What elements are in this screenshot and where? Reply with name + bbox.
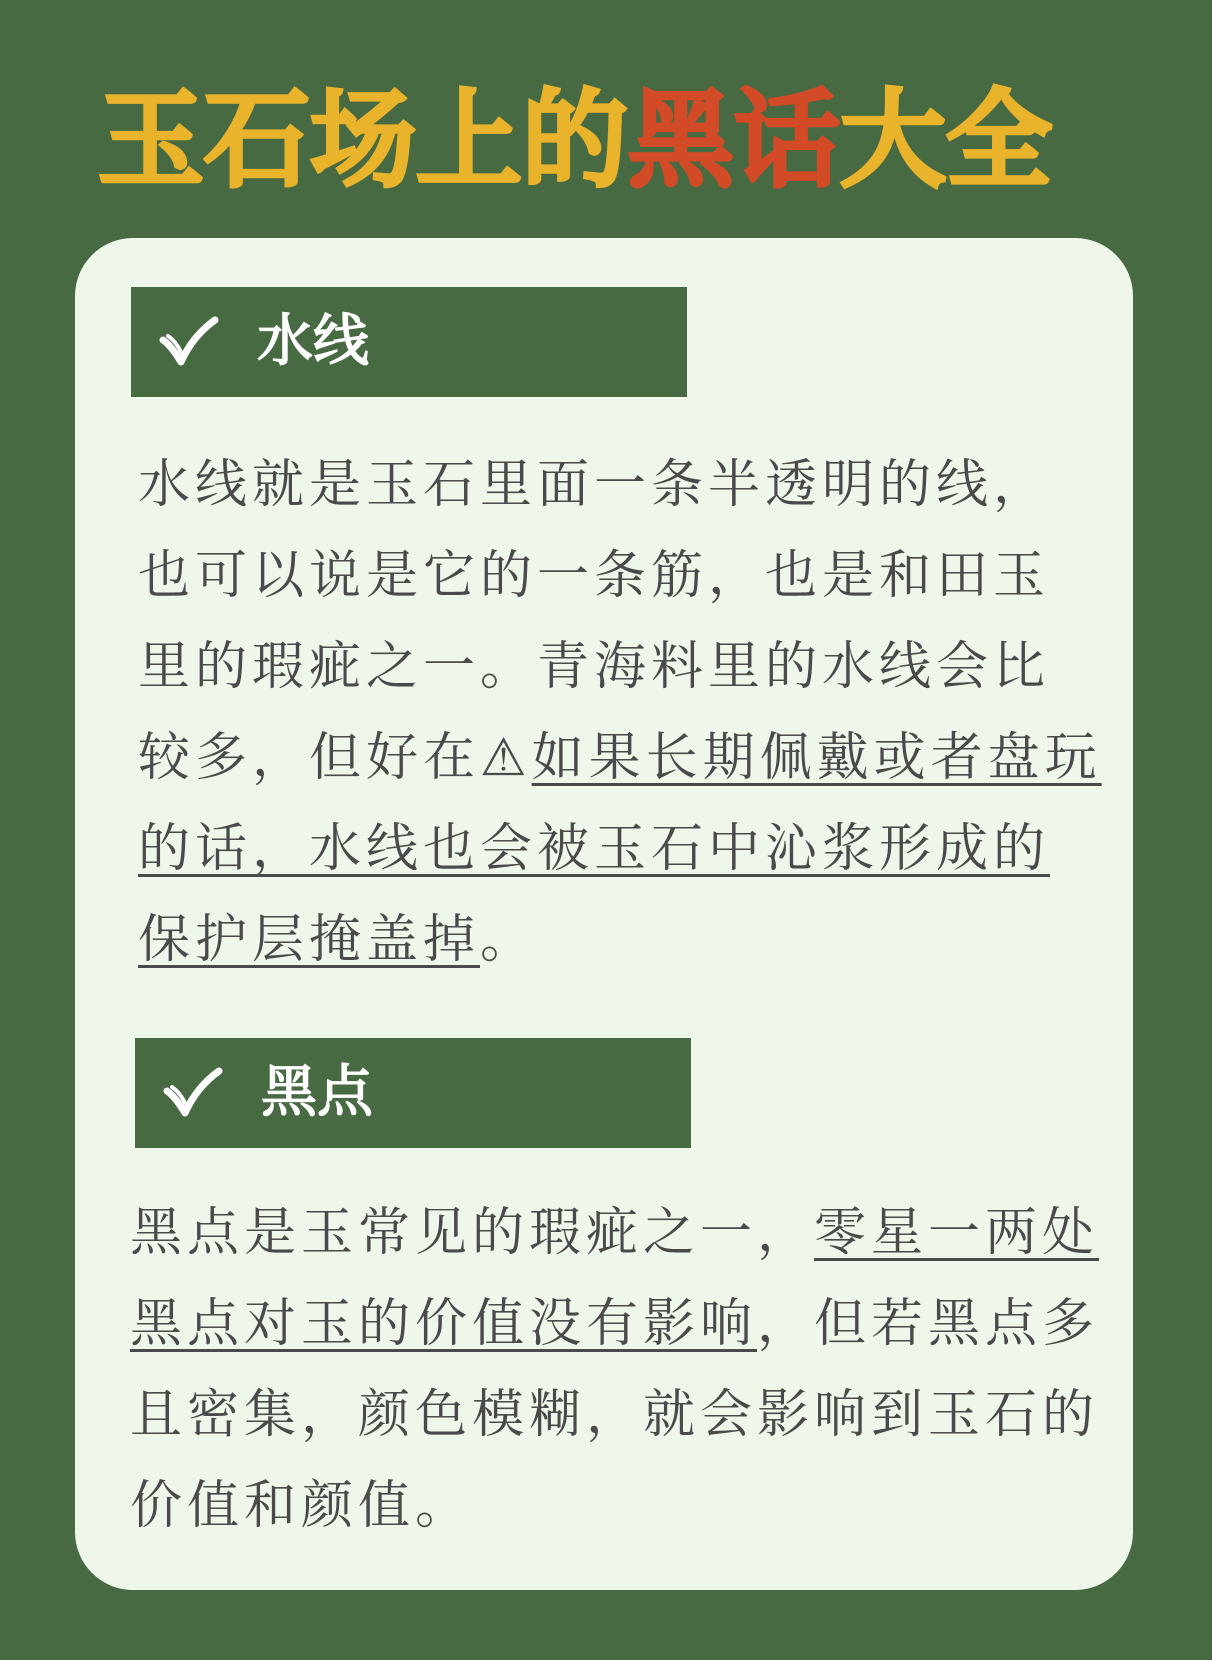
body-text-end: 。 [480,910,538,970]
checkmark-icon [163,1067,223,1119]
body-text: 黑点是玉常见的瑕疵之一， [130,1203,815,1263]
section-title: 黑点 [261,1060,373,1125]
section-body-shuixian [138,440,1103,986]
body-text-end: ，但若黑点多且密集，颜色模糊，就会影响到玉石的价值和颜值。 [130,1294,1100,1536]
underlined-text: 如果长期佩戴或者盘玩的话，水线也会被玉石中沁浆形成的保护层掩盖掉 [138,728,1102,970]
section-body-heidian [130,1188,1100,1552]
page-title [98,78,1052,204]
title-part-1: 玉石场上的 [98,79,628,202]
underlined-text: 零星一两处黑点对玉的价值没有影响 [130,1203,1100,1354]
section-title: 水线 [257,309,369,374]
content-card [75,238,1133,1590]
checkmark-icon [159,316,219,368]
body-text: 水线就是玉石里面一条半透明的线，也可以说是它的一条筋，也是和田玉里的瑕疵之一。青海料里的水线会比较多，但好在⚠ [138,455,1051,788]
section-header-heidian [135,1038,691,1148]
section-header-shuixian [131,287,687,397]
title-highlight: 黑话 [628,79,840,202]
title-part-3: 大全 [840,79,1052,202]
